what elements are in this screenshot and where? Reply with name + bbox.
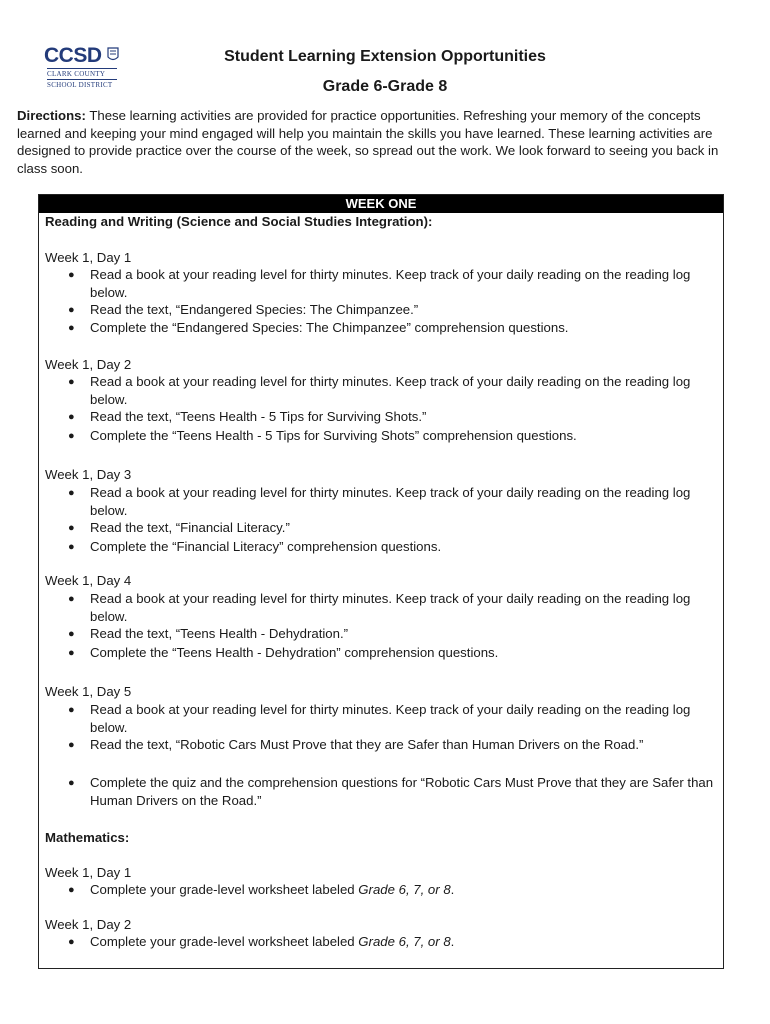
list-item <box>90 933 720 951</box>
day-label: Week 1, Day 5 <box>45 684 132 699</box>
directions-label: Directions: <box>17 108 86 123</box>
day-label: Week 1, Day 1 <box>45 865 132 880</box>
bullet-icon: ● <box>68 411 75 423</box>
bullet-icon: ● <box>68 487 75 499</box>
list-item: Read a book at your reading level for thirty minutes. Keep track of your daily reading on the reading log below. <box>90 591 691 624</box>
bullet-icon: ● <box>68 936 75 948</box>
item-period: . <box>450 882 455 897</box>
item-grade-label: Grade 6, 7, or 8 <box>358 882 451 897</box>
day-label: Week 1, Day 3 <box>45 467 132 482</box>
week-header: WEEK ONE <box>39 195 723 213</box>
bullet-icon: ● <box>68 628 75 640</box>
bullet-icon: ● <box>68 541 75 553</box>
list-item: Complete the “Financial Literacy” comprehension questions. <box>90 539 442 554</box>
list-item: Read the text, “Teens Health - Dehydration.” <box>90 626 349 641</box>
bullet-icon: ● <box>68 704 75 716</box>
list-item: Read a book at your reading level for thirty minutes. Keep track of your daily reading on the reading log below. <box>90 485 691 518</box>
bullet-icon: ● <box>68 777 75 789</box>
week-one-box <box>38 194 724 969</box>
bullet-icon: ● <box>68 739 75 751</box>
list-item: Read the text, “Robotic Cars Must Prove that they are Safer than Human Drivers on the Road.” <box>90 737 644 752</box>
page-subtitle: Grade 6-Grade 8 <box>322 78 448 95</box>
item-grade-label: Grade 6, 7, or 8 <box>358 934 451 949</box>
logo-line1: CLARK COUNTY <box>47 70 106 78</box>
list-item: Read a book at your reading level for thirty minutes. Keep track of your daily reading on the reading log below. <box>90 267 691 300</box>
day-label: Week 1, Day 1 <box>45 250 132 265</box>
bullet-icon: ● <box>68 430 75 442</box>
bullet-icon: ● <box>68 376 75 388</box>
logo-line2: SCHOOL DISTRICT <box>47 81 113 89</box>
list-item: Complete the “Endangered Species: The Chimpanzee” comprehension questions. <box>90 320 569 335</box>
reading-heading: Reading and Writing (Science and Social Studies Integration): <box>45 214 433 229</box>
list-item: Complete the “Teens Health - 5 Tips for Surviving Shots” comprehension questions. <box>90 428 577 443</box>
item-text: Complete your grade-level worksheet labeled <box>90 934 359 949</box>
list-item: Read the text, “Teens Health - 5 Tips for Surviving Shots.” <box>90 409 427 424</box>
day-label: Week 1, Day 2 <box>45 357 132 372</box>
bullet-icon: ● <box>68 647 75 659</box>
list-item: Complete the quiz and the comprehension questions for “Robotic Cars Must Prove that they are Safer than Human Drivers on the Road.” <box>90 775 714 808</box>
bullet-icon: ● <box>68 269 75 281</box>
math-heading: Mathematics: <box>45 830 130 845</box>
directions-paragraph <box>17 107 727 177</box>
day-label: Week 1, Day 2 <box>45 917 132 932</box>
item-text: Complete your grade-level worksheet labeled <box>90 882 359 897</box>
list-item: Read the text, “Financial Literacy.” <box>90 520 290 535</box>
logo-rule <box>47 68 117 69</box>
bullet-icon: ● <box>68 304 75 316</box>
list-item: Read a book at your reading level for thirty minutes. Keep track of your daily reading on the reading log below. <box>90 374 691 407</box>
bullet-icon: ● <box>68 884 75 896</box>
list-item: Read the text, “Endangered Species: The Chimpanzee.” <box>90 302 419 317</box>
directions-text: These learning activities are provided for practice opportunities. Refreshing your memory of the concepts learned and keeping your mind engaged will help you maintain the skills you have learned. These learning activities are designed to provide practice over the course of the week, so spread out the work. We look forward to seeing you back in class soon. <box>17 108 719 176</box>
page-title: Student Learning Extension Opportunities <box>224 48 546 65</box>
list-item: Complete the “Teens Health - Dehydration” comprehension questions. <box>90 645 499 660</box>
list-item <box>90 881 720 899</box>
logo-abbreviation: CCSD <box>44 44 102 67</box>
bullet-icon: ● <box>68 322 75 334</box>
day-label: Week 1, Day 4 <box>45 573 132 588</box>
bullet-icon: ● <box>68 522 75 534</box>
item-period: . <box>450 934 455 949</box>
bullet-icon: ● <box>68 593 75 605</box>
list-item: Read a book at your reading level for thirty minutes. Keep track of your daily reading on the reading log below. <box>90 702 691 735</box>
